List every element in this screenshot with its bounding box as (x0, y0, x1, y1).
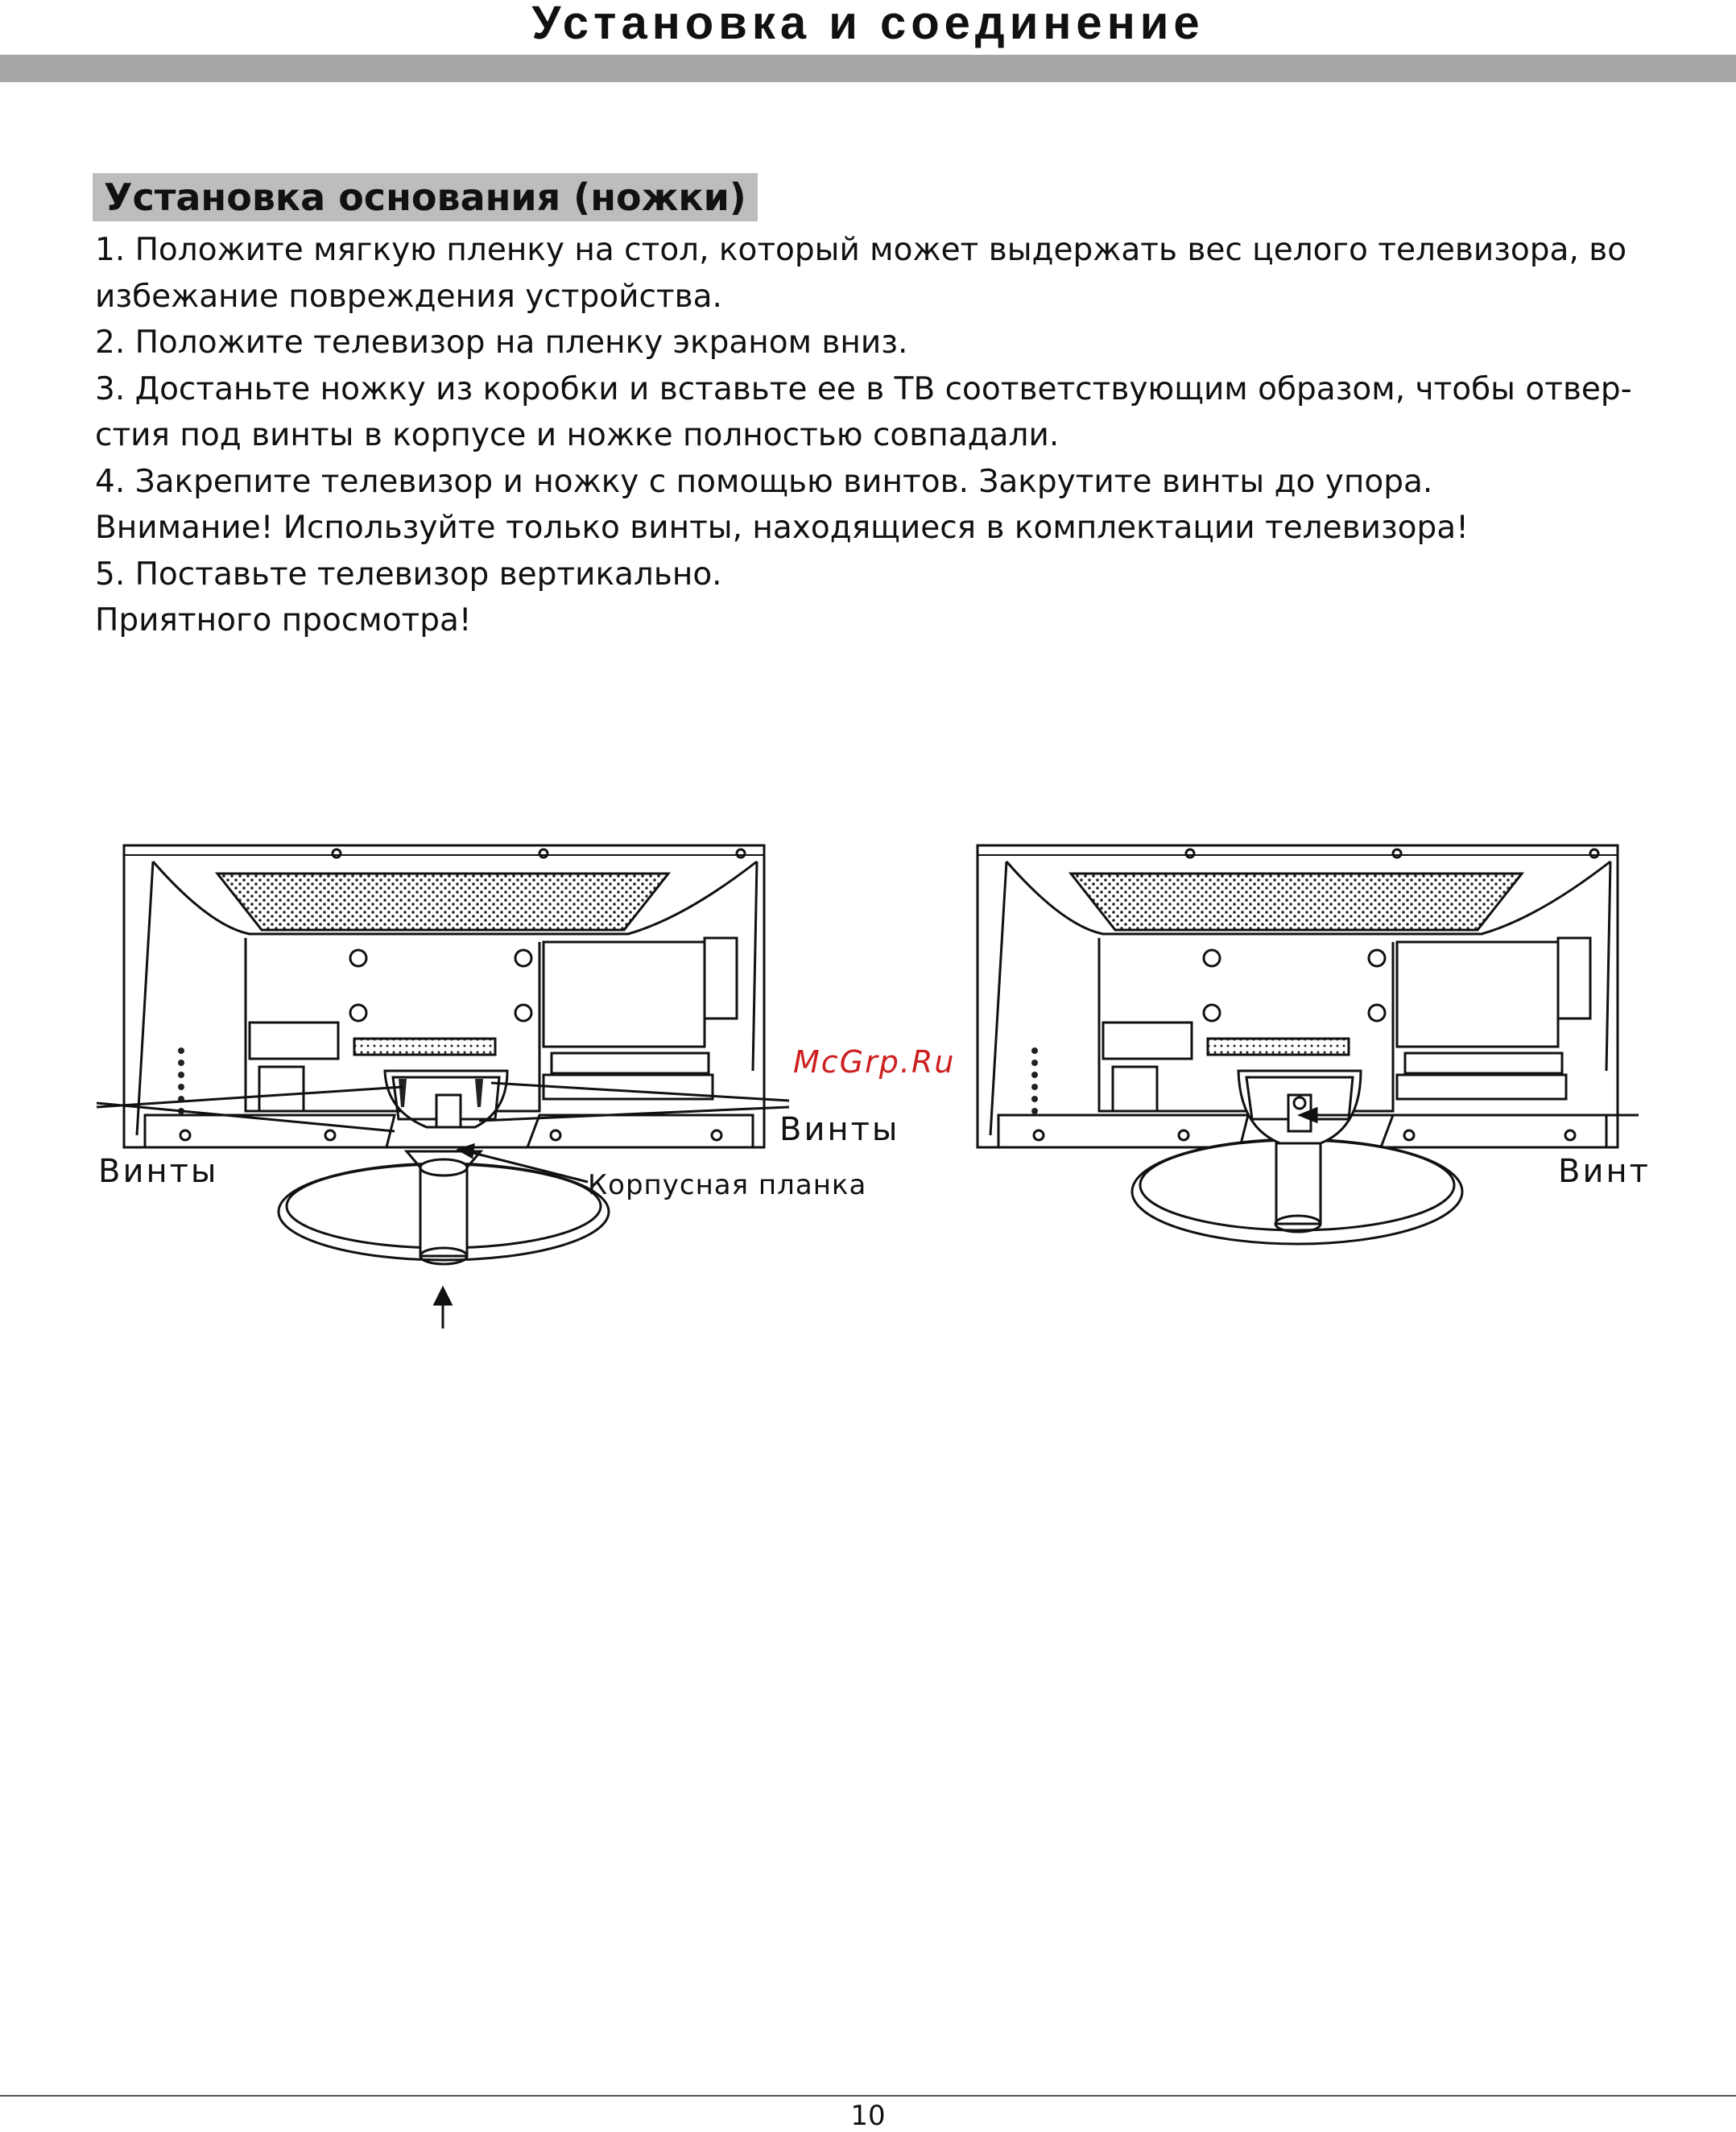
diagram-stand-installed (942, 837, 1651, 1256)
label-screws-left: Винты (98, 1153, 219, 1190)
instruction-line: 5. Поставьте телевизор вертикально. (95, 556, 722, 593)
instruction-line: избежание повреждения устройства. (95, 278, 722, 315)
footer-rule (0, 2095, 1736, 2097)
instruction-line: 3. Достаньте ножку из коробки и вставьте ее в ТВ соответствующим образом, чтобы отвер- (95, 370, 1632, 407)
label-bracket: Корпусная планка (588, 1169, 867, 1201)
section-heading: Установка основания (ножки) (93, 173, 758, 221)
instruction-line: 1. Положите мягкую пленку на стол, который может выдержать вес целого телевизора, во (95, 232, 1627, 268)
instructions (95, 227, 1673, 644)
page-title: Установка и соединение (531, 0, 1205, 49)
instruction-line: Приятного просмотра! (95, 602, 472, 638)
instruction-line: Внимание! Используйте только винты, находящиеся в комплектации телевизора! (95, 510, 1469, 546)
page-number: 10 (850, 2100, 886, 2132)
label-screw: Винт (1558, 1153, 1651, 1190)
label-screws-right: Винты (779, 1111, 900, 1148)
diagram-stand-attach (89, 837, 829, 1337)
instruction-line: 2. Положите телевизор на пленку экраном вниз. (95, 324, 908, 361)
title-bar (0, 55, 1736, 82)
instruction-line: 4. Закрепите телевизор и ножку с помощью винтов. Закрутите винты до упора. (95, 463, 1433, 500)
instruction-line: стия под винты в корпусе и ножке полностью совпадали. (95, 417, 1060, 453)
watermark: McGrp.Ru (793, 1044, 956, 1080)
